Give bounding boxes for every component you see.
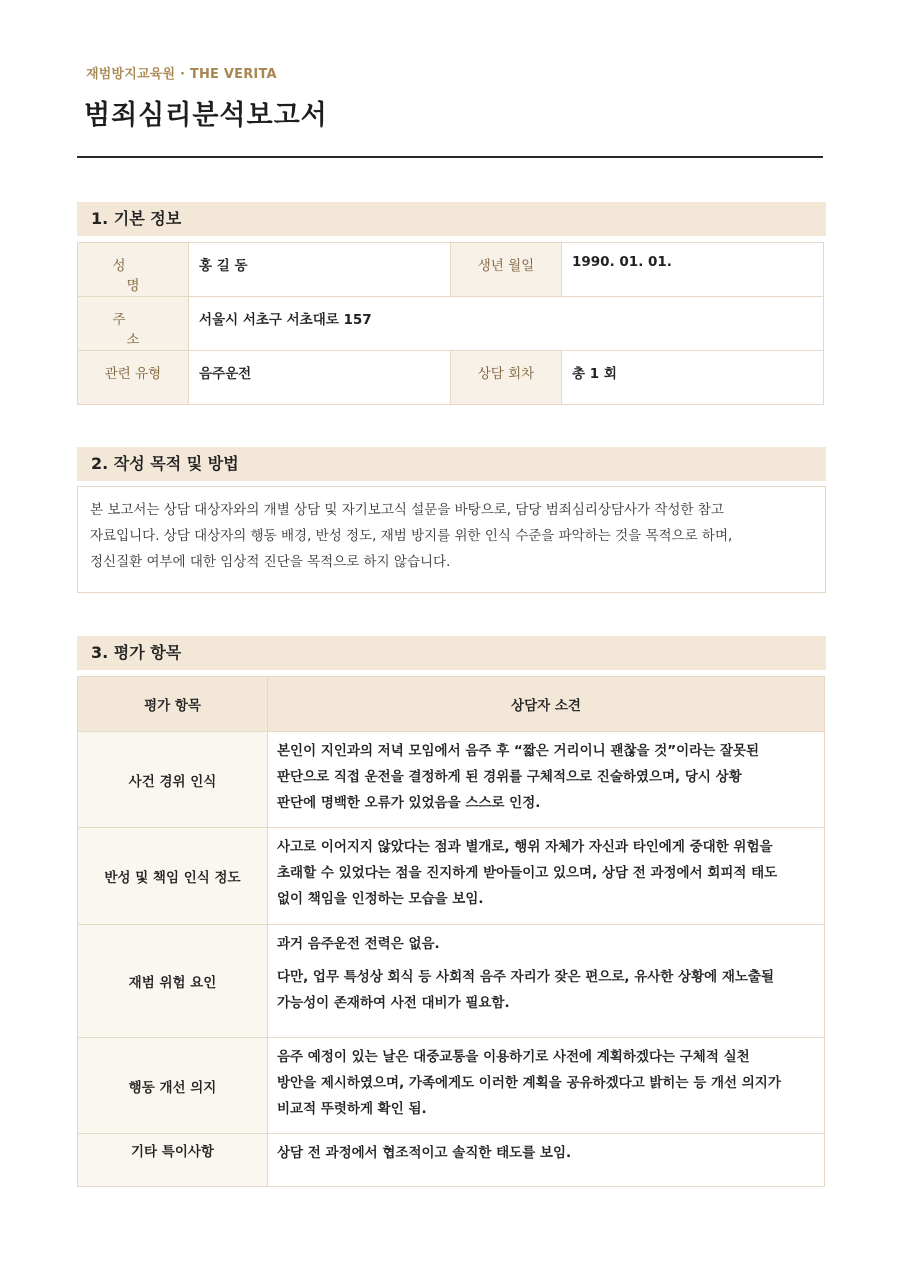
- purpose-line: 정신질환 여부에 대한 임상적 진단을 목적으로 하지 않습니다.: [90, 554, 451, 570]
- purpose-line: 본 보고서는 상담 대상자와의 개별 상담 및 자기보고식 설문을 바탕으로, 담당 범죄심리상담사가 작성한 참고: [90, 502, 724, 518]
- opinion-line: 가능성이 존재하여 사전 대비가 필요함.: [277, 995, 510, 1011]
- purpose-line: 자료입니다. 상담 대상자의 행동 배경, 반성 정도, 재범 방지를 위한 인식 수준을 파악하는 것을 목적으로 하며,: [90, 528, 733, 544]
- table-row: [78, 351, 824, 405]
- evaluation-opinion: [268, 925, 825, 1038]
- evaluation-opinion: [268, 828, 825, 925]
- table-header-row: [78, 677, 825, 732]
- opinion-line: 판단에 명백한 오류가 있었음을 스스로 인정.: [277, 795, 541, 811]
- table-row: [78, 732, 825, 828]
- basic-info-table: [77, 242, 824, 405]
- evaluation-item: 기타 특이사항: [78, 1134, 268, 1187]
- opinion-line: 방안을 제시하였으며, 가족에게도 이러한 계획을 공유하겠다고 밝히는 등 개선 의지가: [277, 1075, 781, 1091]
- evaluation-opinion: [268, 732, 825, 828]
- table-row: [78, 297, 824, 351]
- section-heading-purpose: 2. 작성 목적 및 방법: [77, 447, 826, 481]
- page-title: 범죄심리분석보고서: [84, 100, 328, 131]
- table-row: [78, 1134, 825, 1187]
- opinion-line: 없이 책임을 인정하는 모습을 보임.: [277, 891, 484, 907]
- table-row: [78, 925, 825, 1038]
- column-header-item: 평가 항목: [78, 677, 268, 732]
- opinion-line: 비교적 뚜렷하게 확인 됨.: [277, 1101, 427, 1117]
- opinion-line: 사고로 이어지지 않았다는 점과 별개로, 행위 자체가 자신과 타인에게 중대한 위험을: [277, 839, 773, 855]
- type-label: 관련 유형: [78, 351, 189, 405]
- evaluation-item: 반성 및 책임 인식 정도: [78, 828, 268, 925]
- birth-value: 1990. 01. 01.: [562, 243, 824, 297]
- opinion-line: 초래할 수 있었다는 점을 진지하게 받아들이고 있으며, 상담 전 과정에서 회피적 태도: [277, 865, 778, 881]
- opinion-line: 다만, 업무 특성상 회식 등 사회적 음주 자리가 잦은 편으로, 유사한 상황에 재노출될: [277, 969, 775, 985]
- evaluation-item: 행동 개선 의지: [78, 1038, 268, 1134]
- birth-label: 생년 월일: [451, 243, 562, 297]
- evaluation-opinion: [268, 1134, 825, 1187]
- purpose-text: [77, 486, 826, 593]
- name-value: 홍 길 동: [189, 243, 451, 297]
- opinion-line: 본인이 지인과의 저녁 모임에서 음주 후 “짧은 거리이니 괜찮을 것”이라는 잘못된: [277, 743, 760, 759]
- opinion-line: 상담 전 과정에서 협조적이고 솔직한 태도를 보임.: [277, 1145, 572, 1161]
- sessions-value: 총 1 회: [562, 351, 824, 405]
- name-label: 성 명: [78, 243, 189, 297]
- opinion-line: 판단으로 직접 운전을 결정하게 된 경위를 구체적으로 진술하였으며, 당시 상황: [277, 769, 742, 785]
- opinion-paragraph: [277, 964, 816, 1016]
- evaluation-item: 재범 위험 요인: [78, 925, 268, 1038]
- section-heading-basic-info: 1. 기본 정보: [77, 202, 826, 236]
- column-header-opinion: 상담자 소견: [268, 677, 825, 732]
- address-value: 서울시 서초구 서초대로 157: [189, 297, 824, 351]
- title-divider: [77, 156, 823, 158]
- opinion-line: 과거 음주운전 전력은 없음.: [277, 936, 440, 952]
- table-row: [78, 243, 824, 297]
- opinion-line: 음주 예정이 있는 날은 대중교통을 이용하기로 사전에 계획하겠다는 구체적 실천: [277, 1049, 750, 1065]
- table-row: [78, 828, 825, 925]
- table-row: [78, 1038, 825, 1134]
- organization-name: 재범방지교육원 · THE VERITA: [86, 67, 277, 82]
- address-label: 주 소: [78, 297, 189, 351]
- sessions-label: 상담 회차: [451, 351, 562, 405]
- evaluation-table: [77, 676, 825, 1187]
- section-heading-evaluation: 3. 평가 항목: [77, 636, 826, 670]
- evaluation-item: 사건 경위 인식: [78, 732, 268, 828]
- type-value: 음주운전: [189, 351, 451, 405]
- evaluation-opinion: [268, 1038, 825, 1134]
